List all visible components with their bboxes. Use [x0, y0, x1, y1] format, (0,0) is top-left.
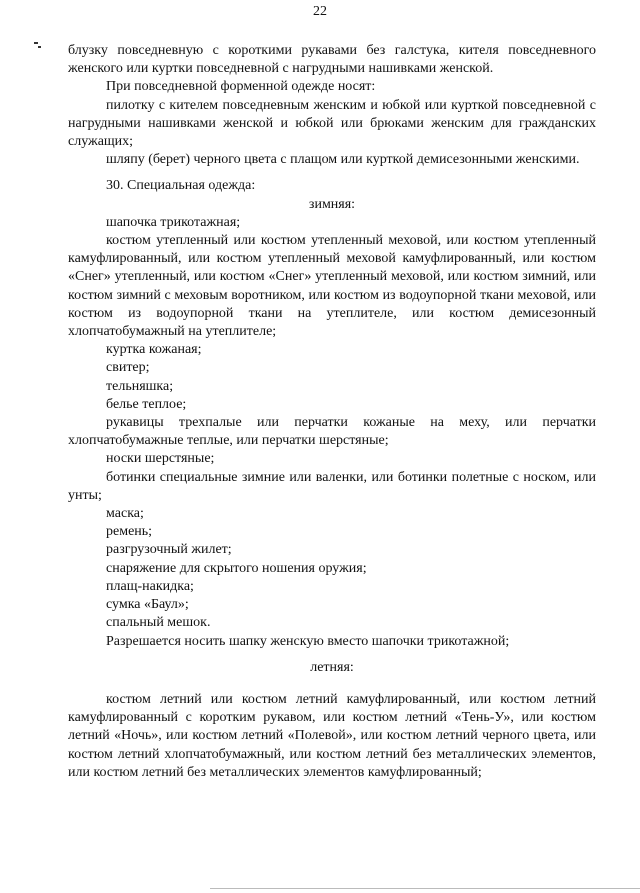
paragraph: 30. Специальная одежда:	[106, 178, 256, 194]
scan-mark	[34, 42, 38, 44]
paragraph: носки шерстяные;	[106, 451, 215, 467]
paragraph: шапочка трикотажная;	[106, 214, 241, 230]
paragraph: костюм утепленный или костюм утепленный меховой, или костюм утепленный камуфлированный, или костюм утепленный меховой камуфлированный, или костюм «Снег» утепленный, или костюм «Снег» утепленный меховой, или костюм зимний, или костюм зимний с меховым воротником, или костюм из водоупорной ткани меховой, или костюм из водоупорной ткани на утеплителе, или костюм демисезонный хлопчатобумажный на утеплителе;	[68, 233, 596, 340]
paragraph: свитер;	[106, 360, 150, 376]
paragraph: разгрузочный жилет;	[106, 542, 232, 558]
paragraph: белье теплое;	[106, 396, 187, 412]
page-number: 22	[313, 4, 327, 19]
paragraph: куртка кожаная;	[106, 342, 202, 358]
paragraph: пилотку с кителем повседневным женским и юбкой или курткой повседневной с нагрудными нашивками женской и юбкой или брюками женским для гражданских служащих;	[68, 97, 596, 150]
scan-edge-line	[210, 888, 640, 889]
paragraph: тельняшка;	[106, 378, 174, 394]
paragraph: снаряжение для скрытого ношения оружия;	[106, 560, 367, 576]
paragraph: ремень;	[106, 524, 153, 540]
paragraph: сумка «Баул»;	[106, 597, 189, 613]
paragraph: зимняя:	[308, 196, 356, 212]
paragraph: Разрешается носить шапку женскую вместо шапочки трикотажной;	[106, 633, 510, 649]
paragraph: плащ-накидка;	[106, 578, 194, 594]
scan-mark	[38, 46, 41, 48]
paragraph: ботинки специальные зимние или валенки, или ботинки полетные с носком, или унты;	[68, 469, 596, 503]
paragraph: костюм летний или костюм летний камуфлированный, или костюм летний камуфлированный с коротким рукавом, или костюм летний «Тень-У», или костюм летний «Ночь», или костюм летний «Полевой», или костюм летний черного цвета, или костюм летний хлопчатобумажный, или костюм летний без металлических элементов, или костюм летний без металлических элементов камуфлированный;	[68, 691, 596, 780]
paragraph: блузку повседневную с короткими рукавами без галстука, кителя повседневного женского или куртки повседневной с нагрудными нашивками женской.	[68, 43, 596, 77]
paragraph: маска;	[106, 506, 144, 522]
paragraph: При повседневной форменной одежде носят:	[106, 79, 376, 95]
paragraph: спальный мешок.	[106, 615, 211, 631]
paragraph: летняя:	[310, 659, 354, 675]
document-body	[68, 42, 596, 782]
paragraph: рукавицы трехпалые или перчатки кожаные на меху, или перчатки хлопчатобумажные теплые, или перчатки шерстяные;	[68, 415, 596, 449]
paragraph: шляпу (берет) черного цвета с плащом или курткой демисезонными женскими.	[106, 152, 580, 168]
